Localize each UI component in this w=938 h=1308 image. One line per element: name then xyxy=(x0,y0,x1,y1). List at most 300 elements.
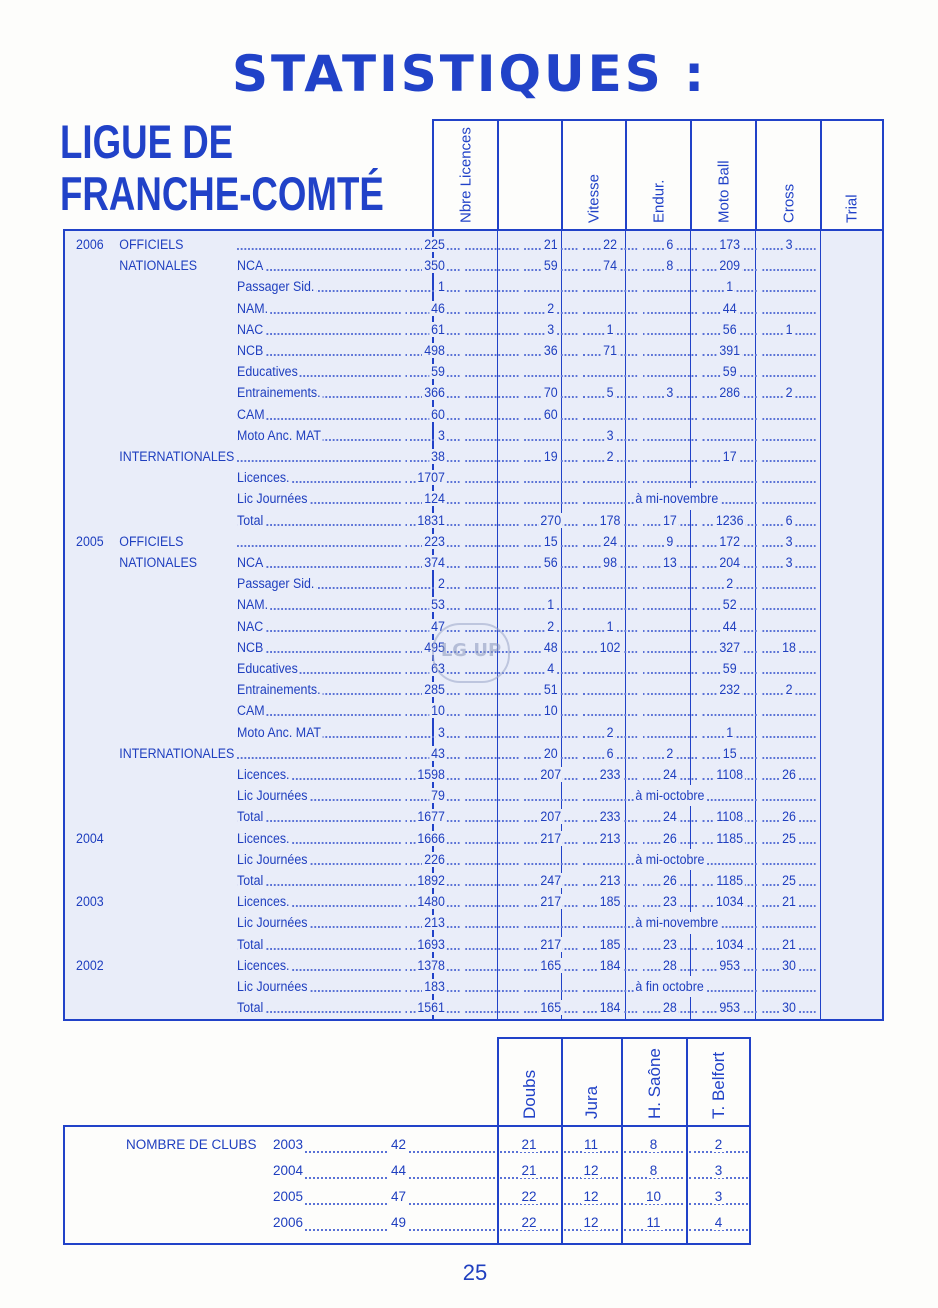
clubs-label: NOMBRE DE CLUBS xyxy=(126,1137,257,1152)
cell-value: 1 xyxy=(606,618,614,634)
cell-value: 233 xyxy=(599,809,621,825)
dot-leader xyxy=(762,926,815,928)
table-cell xyxy=(643,594,697,615)
table-cell xyxy=(703,616,757,637)
table-cell xyxy=(583,467,637,488)
cell-value: 2 xyxy=(606,724,614,740)
clubs-cell xyxy=(564,1210,618,1236)
dot-leader xyxy=(465,375,518,377)
row-sublabel: Moto Anc. MAT xyxy=(237,724,322,740)
table-cell xyxy=(762,997,815,1018)
table-cell xyxy=(465,912,518,933)
clubs-year: 2005 xyxy=(273,1189,304,1204)
dot-leader xyxy=(762,481,815,483)
clubs-value: 12 xyxy=(583,1215,599,1230)
table-cell xyxy=(524,955,577,976)
cell-value: 2 xyxy=(438,576,445,592)
cell-value: 225 xyxy=(424,237,445,252)
table-cell xyxy=(762,912,815,933)
table-cell xyxy=(703,637,757,658)
dot-leader xyxy=(465,926,518,928)
table-cell xyxy=(524,276,577,297)
dot-leader xyxy=(703,799,757,801)
row-sublabel: Entrainements. xyxy=(237,385,321,401)
table-cell xyxy=(405,467,459,488)
table-cell xyxy=(524,997,577,1018)
cell-value: 19 xyxy=(543,449,558,464)
cell-value: 209 xyxy=(719,258,741,274)
table-cell xyxy=(583,934,637,955)
table-cell xyxy=(524,255,577,276)
table-cell xyxy=(465,552,518,573)
table-cell xyxy=(465,488,518,509)
clubs-value: 12 xyxy=(583,1163,599,1178)
table-row xyxy=(65,382,817,403)
table-cell xyxy=(762,806,815,827)
cell-value: 1108 xyxy=(716,809,744,825)
table-cell xyxy=(703,382,757,403)
dot-leader xyxy=(762,418,815,420)
table-cell xyxy=(465,404,518,425)
ligue-line-1: LIGUE DE xyxy=(60,115,234,168)
table-cell xyxy=(583,594,637,615)
table-cell xyxy=(405,997,459,1018)
table-cell xyxy=(643,255,697,276)
dot-leader xyxy=(405,290,459,292)
row-sublabel: Lic Journées xyxy=(237,491,308,507)
table-cell xyxy=(583,785,637,806)
cell-value: 20 xyxy=(543,745,558,761)
cell-value: 2 xyxy=(785,682,793,698)
table-cell xyxy=(643,616,697,637)
row-sublabel: NAC xyxy=(237,321,264,337)
dot-leader xyxy=(524,502,577,504)
dot-leader xyxy=(703,714,757,716)
table-cell xyxy=(703,319,757,340)
cell-value: 1 xyxy=(438,279,445,295)
column-header xyxy=(690,119,755,229)
table-cell xyxy=(762,425,815,446)
cell-value: 1666 xyxy=(417,830,445,846)
row-category: OFFICIELS xyxy=(119,533,184,549)
column-header-label: Vitesse xyxy=(585,174,603,223)
row-label xyxy=(237,997,401,1018)
table-cell xyxy=(465,361,518,382)
table-row xyxy=(65,679,817,700)
row-year: 2004 xyxy=(76,830,104,846)
cell-value: 953 xyxy=(719,1000,741,1016)
cell-value: 9 xyxy=(666,533,674,549)
table-cell xyxy=(703,340,757,361)
dot-leader xyxy=(762,672,815,674)
table-cell xyxy=(524,488,577,509)
clubs-value: 21 xyxy=(521,1163,537,1178)
cell-value: 13 xyxy=(662,555,677,570)
cell-value: 1831 xyxy=(417,512,445,528)
table-cell xyxy=(583,361,637,382)
table-cell xyxy=(762,891,815,912)
cell-value: 1480 xyxy=(417,894,445,910)
clubs-row xyxy=(65,1184,749,1210)
dot-leader xyxy=(583,990,637,992)
row-label xyxy=(237,955,401,976)
table-cell xyxy=(405,404,459,425)
period-note: à mi-octobre xyxy=(634,849,707,870)
column-header-label: Moto Ball xyxy=(715,160,732,223)
row-category: INTERNATIONALES xyxy=(119,449,235,464)
row-year: 2002 xyxy=(76,957,104,973)
table-cell xyxy=(583,891,637,912)
table-cell xyxy=(524,700,577,721)
table-cell xyxy=(703,828,757,849)
watermark-logo: LG UP xyxy=(432,623,510,683)
row-sublabel: NCB xyxy=(237,639,264,655)
dot-leader xyxy=(465,396,518,398)
table-cell xyxy=(524,340,577,361)
dot-leader xyxy=(465,884,518,886)
row-label xyxy=(237,594,401,615)
cell-value: 25 xyxy=(782,873,796,888)
table-cell xyxy=(643,764,697,785)
row-label xyxy=(237,658,401,679)
table-cell xyxy=(405,425,459,446)
row-label xyxy=(237,234,401,255)
table-cell xyxy=(703,997,757,1018)
table-cell xyxy=(524,319,577,340)
dot-leader xyxy=(465,757,518,759)
cell-value: 60 xyxy=(543,406,558,422)
table-cell xyxy=(524,806,577,827)
dot-leader xyxy=(762,863,815,865)
table-cell xyxy=(583,828,637,849)
table-cell xyxy=(583,552,637,573)
cell-value: 1185 xyxy=(716,873,744,888)
row-label xyxy=(237,552,401,573)
cell-value: 3 xyxy=(785,555,793,570)
table-row xyxy=(65,997,817,1018)
row-category: OFFICIELS xyxy=(119,237,184,252)
dot-leader xyxy=(405,736,459,738)
dot-leader xyxy=(583,502,637,504)
cell-value: 48 xyxy=(543,639,558,655)
cell-value: 59 xyxy=(543,258,558,274)
cell-value: 1 xyxy=(785,321,793,337)
row-category: NATIONALES xyxy=(119,555,198,570)
cell-value: 247 xyxy=(540,873,562,888)
row-sublabel: Licences. xyxy=(237,830,290,846)
table-cell xyxy=(583,849,637,870)
table-cell xyxy=(465,891,518,912)
cell-value: 3 xyxy=(606,427,614,443)
ligue-heading xyxy=(60,115,384,220)
clubs-cell xyxy=(500,1132,558,1158)
cell-value: 495 xyxy=(424,639,445,655)
table-cell xyxy=(465,743,518,764)
dot-leader xyxy=(465,333,518,335)
clubs-cell xyxy=(689,1210,748,1236)
table-cell xyxy=(643,298,697,319)
cell-value: 47 xyxy=(431,618,445,634)
table-cell xyxy=(465,976,518,997)
cell-value: 6 xyxy=(606,745,614,761)
table-cell xyxy=(405,276,459,297)
cell-value: 2 xyxy=(547,300,555,316)
table-cell xyxy=(762,616,815,637)
cell-value: 26 xyxy=(662,873,677,888)
dot-leader xyxy=(237,248,401,250)
cell-value: 46 xyxy=(431,300,445,316)
dot-leader xyxy=(762,608,815,610)
table-cell xyxy=(465,828,518,849)
table-cell xyxy=(405,573,459,594)
cell-value: 498 xyxy=(424,343,445,358)
cell-value: 74 xyxy=(603,258,618,274)
dot-leader xyxy=(237,757,401,759)
table-cell xyxy=(465,510,518,531)
row-label xyxy=(237,785,401,806)
table-cell xyxy=(762,467,815,488)
table-row xyxy=(65,446,817,467)
cell-value: 184 xyxy=(599,1000,621,1016)
table-cell xyxy=(405,234,459,255)
clubs-cell xyxy=(500,1210,558,1236)
dot-leader xyxy=(583,926,637,928)
table-row xyxy=(65,340,817,361)
table-cell xyxy=(703,870,757,891)
cell-value: 213 xyxy=(424,915,445,931)
table-cell xyxy=(583,573,637,594)
table-cell xyxy=(524,679,577,700)
table-cell xyxy=(703,594,757,615)
cell-value: 165 xyxy=(540,957,562,973)
table-row xyxy=(65,806,817,827)
clubs-cell xyxy=(624,1210,683,1236)
row-sublabel: Licences. xyxy=(237,957,290,973)
cell-value: 165 xyxy=(540,1000,562,1016)
table-cell xyxy=(762,531,815,552)
dot-leader xyxy=(465,354,518,356)
cell-value: 3 xyxy=(785,237,793,252)
cell-value: 3 xyxy=(438,724,445,740)
clubs-cell xyxy=(564,1158,618,1184)
dot-leader xyxy=(465,524,518,526)
table-cell xyxy=(583,488,637,509)
cell-value: 1892 xyxy=(417,873,445,888)
row-sublabel: CAM xyxy=(237,406,265,422)
clubs-total-cell xyxy=(305,1184,495,1210)
row-label xyxy=(237,806,401,827)
row-label xyxy=(237,425,401,446)
row-label xyxy=(237,912,401,933)
table-cell xyxy=(643,806,697,827)
table-cell xyxy=(583,531,637,552)
cell-value: 173 xyxy=(719,237,741,252)
dot-leader xyxy=(237,460,401,462)
dot-leader xyxy=(583,290,637,292)
table-cell xyxy=(703,764,757,785)
dot-leader xyxy=(643,354,697,356)
dot-leader xyxy=(465,290,518,292)
cell-value: 21 xyxy=(543,237,558,252)
clubs-row xyxy=(65,1132,749,1158)
table-cell xyxy=(583,743,637,764)
cell-value: 1 xyxy=(547,597,555,613)
table-cell xyxy=(643,700,697,721)
table-cell xyxy=(405,912,459,933)
cell-value: 59 xyxy=(722,661,737,676)
clubs-total-cell xyxy=(305,1210,495,1236)
table-cell xyxy=(405,594,459,615)
table-cell xyxy=(703,573,757,594)
row-sublabel: Educatives xyxy=(237,364,298,380)
table-row xyxy=(65,552,817,573)
clubs-total-cell xyxy=(305,1158,495,1184)
table-cell xyxy=(465,573,518,594)
row-label xyxy=(237,976,401,997)
table-cell xyxy=(643,997,697,1018)
table-cell xyxy=(703,298,757,319)
table-cell xyxy=(703,679,757,700)
column-header xyxy=(561,119,625,229)
table-cell xyxy=(465,594,518,615)
table-cell xyxy=(524,828,577,849)
table-cell xyxy=(465,700,518,721)
cell-value: 23 xyxy=(662,894,677,910)
cell-value: 285 xyxy=(424,682,445,698)
table-cell xyxy=(762,743,815,764)
dot-leader xyxy=(762,439,815,441)
cell-value: 30 xyxy=(782,1000,796,1016)
column-header xyxy=(432,119,497,229)
page-number: 25 xyxy=(462,1260,488,1285)
dot-leader xyxy=(762,290,815,292)
clubs-cell xyxy=(564,1132,618,1158)
table-cell xyxy=(703,255,757,276)
cell-value: 6 xyxy=(666,237,674,252)
cell-value: 1378 xyxy=(417,957,445,973)
table-cell xyxy=(583,955,637,976)
table-cell xyxy=(465,446,518,467)
table-cell xyxy=(703,700,757,721)
dot-leader xyxy=(762,990,815,992)
cell-value: 3 xyxy=(438,427,445,443)
cell-value: 223 xyxy=(424,533,445,549)
cell-value: 36 xyxy=(543,343,558,358)
table-cell xyxy=(703,849,757,870)
table-cell xyxy=(583,276,637,297)
ligue-line-2: FRANCHE-COMTÉ xyxy=(60,167,384,220)
dot-leader xyxy=(583,375,637,377)
row-sublabel: NAM. xyxy=(237,300,269,316)
clubs-cell xyxy=(500,1158,558,1184)
dot-leader xyxy=(583,418,637,420)
row-label xyxy=(237,255,401,276)
table-row xyxy=(65,488,817,509)
cell-value: 286 xyxy=(719,385,741,401)
table-cell xyxy=(643,510,697,531)
dot-leader xyxy=(643,651,697,653)
cell-value: 17 xyxy=(662,512,677,528)
row-sublabel: Total xyxy=(237,512,264,528)
row-label xyxy=(237,446,401,467)
table-cell xyxy=(762,552,815,573)
cell-value: 327 xyxy=(719,639,741,655)
dot-leader xyxy=(465,248,518,250)
dot-leader xyxy=(762,460,815,462)
table-cell xyxy=(405,764,459,785)
table-cell xyxy=(762,234,815,255)
table-cell xyxy=(524,722,577,743)
table-cell xyxy=(643,828,697,849)
clubs-column-label: Doubs xyxy=(520,1069,539,1119)
cell-value: 44 xyxy=(722,618,737,634)
cell-value: 8 xyxy=(666,258,674,274)
cell-value: 4 xyxy=(547,661,555,676)
cell-value: 43 xyxy=(431,745,445,761)
clubs-value: 8 xyxy=(649,1137,658,1152)
clubs-value: 11 xyxy=(646,1215,661,1230)
dot-leader xyxy=(703,990,757,992)
cell-value: 217 xyxy=(540,894,562,910)
table-cell xyxy=(583,340,637,361)
table-cell xyxy=(762,255,815,276)
dot-leader xyxy=(643,714,697,716)
row-category: INTERNATIONALES xyxy=(119,745,235,761)
row-year: 2006 xyxy=(76,237,104,252)
table-cell xyxy=(465,234,518,255)
table-cell xyxy=(465,785,518,806)
dot-leader xyxy=(524,375,577,377)
table-cell xyxy=(583,255,637,276)
table-cell xyxy=(762,319,815,340)
table-cell xyxy=(762,637,815,658)
dot-leader xyxy=(643,460,697,462)
table-cell xyxy=(703,404,757,425)
row-year: 2005 xyxy=(76,533,104,549)
table-cell xyxy=(405,828,459,849)
cell-value: 71 xyxy=(603,343,618,358)
dot-leader xyxy=(465,990,518,992)
cell-value: 226 xyxy=(424,851,445,867)
dot-leader xyxy=(643,290,697,292)
table-cell xyxy=(583,425,637,446)
table-cell xyxy=(524,743,577,764)
cell-value: 18 xyxy=(782,639,796,655)
table-cell xyxy=(583,234,637,255)
table-cell xyxy=(703,510,757,531)
table-row xyxy=(65,785,817,806)
dot-leader xyxy=(762,799,815,801)
dot-leader xyxy=(465,1011,518,1013)
row-sublabel: Entrainements. xyxy=(237,682,321,698)
cell-value: 61 xyxy=(431,321,445,337)
table-cell xyxy=(405,679,459,700)
table-row xyxy=(65,764,817,785)
dot-leader xyxy=(762,736,815,738)
row-sublabel: Passager Sid. xyxy=(237,279,315,295)
table-cell xyxy=(405,785,459,806)
table-cell xyxy=(762,361,815,382)
cell-value: 5 xyxy=(606,385,614,401)
cell-value: 63 xyxy=(431,661,445,676)
table-row xyxy=(65,531,817,552)
column-header-label: Trial xyxy=(843,194,861,223)
table-cell xyxy=(762,870,815,891)
cell-value: 38 xyxy=(431,449,445,464)
table-row xyxy=(65,594,817,615)
cell-value: 24 xyxy=(662,767,677,782)
table-cell xyxy=(405,361,459,382)
